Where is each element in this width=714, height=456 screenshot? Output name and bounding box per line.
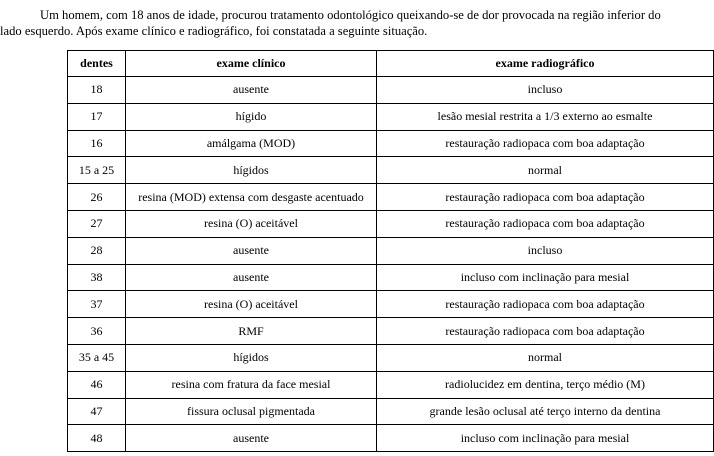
table-row [68,425,714,452]
table-row [68,237,714,264]
cell-clinical: amálgama (MOD) [126,130,377,157]
cell-radiographic: restauração radiopaca com boa adaptação [377,210,714,237]
cell-tooth: 48 [68,425,126,452]
table-row [68,77,714,104]
header-exame-clinico: exame clínico [126,51,377,77]
header-dentes: dentes [68,51,126,77]
table-row [68,210,714,237]
cell-radiographic: grande lesão oclusal até terço interno da dentina [377,398,714,425]
intro-paragraph [0,7,714,39]
cell-clinical: resina (MOD) extensa com desgaste acentuado [126,184,377,211]
cell-clinical: ausente [126,264,377,291]
cell-radiographic: normal [377,157,714,184]
intro-line-2: lado esquerdo. Após exame clínico e radiográfico, foi constatada a seguinte situação. [0,24,428,38]
cell-radiographic: restauração radiopaca com boa adaptação [377,318,714,345]
cell-radiographic: restauração radiopaca com boa adaptação [377,184,714,211]
cell-radiographic: incluso [377,237,714,264]
cell-tooth: 35 a 45 [68,344,126,371]
intro-line-1: Um homem, com 18 anos de idade, procurou tratamento odontológico queixando-se de dor provocada na região inferior do [40,8,661,22]
cell-tooth: 47 [68,398,126,425]
cell-clinical: hígidos [126,157,377,184]
table-header-row [68,51,714,77]
table-row [68,318,714,345]
table-row [68,371,714,398]
cell-radiographic: restauração radiopaca com boa adaptação [377,291,714,318]
cell-radiographic: radiolucidez em dentina, terço médio (M) [377,371,714,398]
cell-clinical: fissura oclusal pigmentada [126,398,377,425]
cell-radiographic: incluso com inclinação para mesial [377,264,714,291]
cell-clinical: resina com fratura da face mesial [126,371,377,398]
cell-tooth: 16 [68,130,126,157]
cell-tooth: 36 [68,318,126,345]
cell-radiographic: lesão mesial restrita a 1/3 externo ao esmalte [377,103,714,130]
cell-clinical: resina (O) aceitável [126,291,377,318]
table-row [68,103,714,130]
cell-clinical: hígidos [126,344,377,371]
cell-tooth: 18 [68,77,126,104]
table-row [68,184,714,211]
table-row [68,264,714,291]
cell-clinical: hígido [126,103,377,130]
cell-tooth: 26 [68,184,126,211]
table-row [68,130,714,157]
cell-clinical: resina (O) aceitável [126,210,377,237]
cell-radiographic: incluso com inclinação para mesial [377,425,714,452]
cell-radiographic: normal [377,344,714,371]
cell-tooth: 28 [68,237,126,264]
cell-tooth: 17 [68,103,126,130]
header-exame-radiografico: exame radiográfico [377,51,714,77]
cell-radiographic: restauração radiopaca com boa adaptação [377,130,714,157]
cell-tooth: 38 [68,264,126,291]
table-row [68,344,714,371]
table-row [68,398,714,425]
cell-tooth: 46 [68,371,126,398]
table-row [68,291,714,318]
cell-clinical: ausente [126,425,377,452]
cell-tooth: 27 [68,210,126,237]
cell-clinical: ausente [126,237,377,264]
table-row [68,157,714,184]
cell-radiographic: incluso [377,77,714,104]
cell-clinical: RMF [126,318,377,345]
cell-tooth: 37 [68,291,126,318]
cell-tooth: 15 a 25 [68,157,126,184]
teeth-table [67,50,714,452]
cell-clinical: ausente [126,77,377,104]
